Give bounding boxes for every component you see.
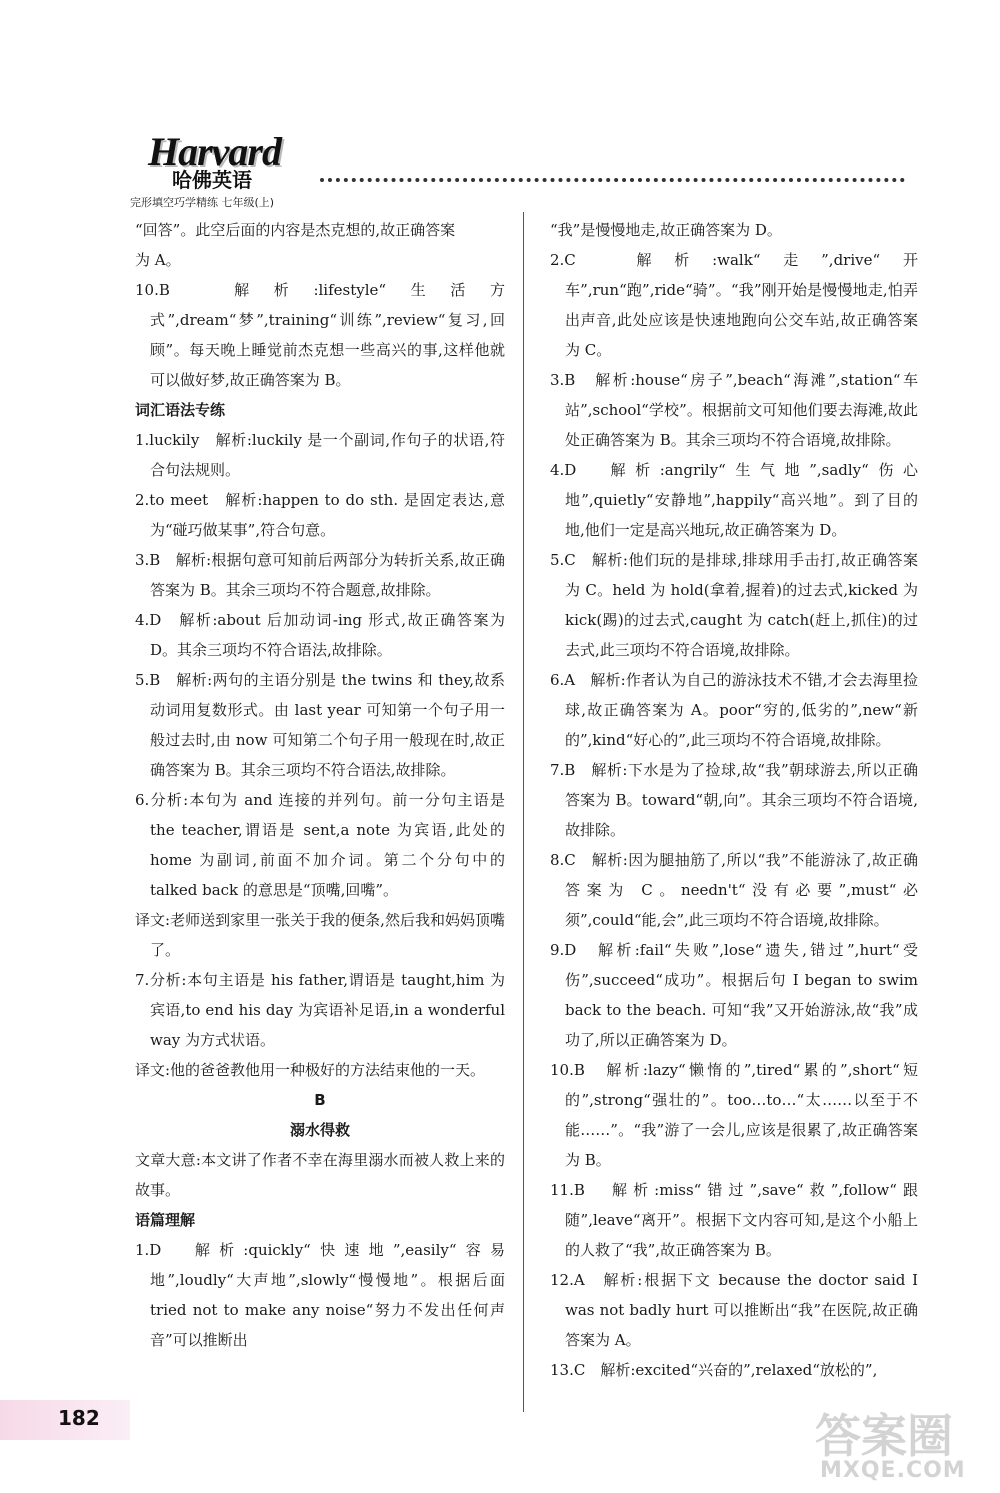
answer-paragraph: 文章大意:本文讲了作者不幸在海里溺水而被人救上来的故事。: [135, 1151, 505, 1199]
answer-paragraph: “我”是慢慢地走,故正确答案为 D。: [550, 221, 782, 239]
watermark-text: 答案圈: [815, 1409, 953, 1463]
answer-paragraph: 6.A 解析:作者认为自己的游泳技术不错,才会去海里捡球,故正确答案为 A。poor“穷的,低劣的”,new“新的”,kind“好心的”,此三项均不符合语境,故排除。: [550, 671, 918, 749]
answer-paragraph: 7.B 解析:下水是为了捡球,故“我”朝球游去,所以正确答案为 B。toward“朝,向”。其余三项均不符合语境,故排除。: [550, 761, 918, 839]
section-heading: 语篇理解: [135, 1211, 196, 1229]
answer-paragraph: 4.D 解析:angrily“生气地”,sadly“伤心地”,quietly“安静地”,happily“高兴地”。到了目的地,他们一定是高兴地玩,故正确答案为 D。: [550, 461, 918, 539]
column-divider: [523, 212, 524, 1412]
answer-paragraph: 1.D 解析:quickly“快速地”,easily“容易地”,loudly“大声地”,slowly“慢慢地”。根据后面 tried not to make any noise“努力不发出任何声音”可以推断出: [135, 1241, 505, 1349]
answer-paragraph: 12.A 解析:根据下文 because the doctor said I was not badly hurt 可以推断出“我”在医院,故正确答案为 A。: [550, 1271, 918, 1349]
answer-paragraph: 3.B 解析:根据句意可知前后两部分为转折关系,故正确答案为 B。其余三项均不符合题意,故排除。: [135, 551, 505, 599]
page-number-tab: [0, 1400, 130, 1440]
answer-paragraph: 7.分析:本句主语是 his father,谓语是 taught,him 为宾语,to end his day 为宾语补足语,in a wonderful way 为方式状语。: [135, 971, 505, 1049]
header-dotted-rule: [320, 178, 905, 182]
answer-paragraph: 6.分析:本句为 and 连接的并列句。前一分句主语是 the teacher,谓语是 sent,a note 为宾语,此处的 home 为副词,前面不加介词。第二个分句中的 talked back 的意思是“顶嘴,回嘴”。: [135, 791, 505, 899]
answer-paragraph: 为 A。: [135, 251, 181, 269]
section-heading: 词汇语法专练: [135, 401, 226, 419]
answer-paragraph: 5.B 解析:两句的主语分别是 the twins 和 they,故系动词用复数形式。由 last year 可知第一个句子用一般过去时,由 now 可知第二个句子用一般现在时,故正确答案为 B。其余三项均不符合语法,故排除。: [135, 671, 505, 779]
answer-paragraph: 2.C 解析:walk“走”,drive“开车”,run“跑”,ride“骑”。“我”刚开始是慢慢地走,怕弄出声音,此处应该是快速地跑向公交车站,故正确答案为 C。: [550, 251, 918, 359]
right-column: [550, 215, 918, 1385]
answer-paragraph: 13.C 解析:excited“兴奋的”,relaxed“放松的”,: [550, 1361, 878, 1379]
answer-paragraph: 10.B 解析:lazy“懒惰的”,tired“累的”,short“短的”,strong“强壮的”。too…to…“太……以至于不能……”。“我”游了一会儿,应该是很累了,故正确答案为 B。: [550, 1061, 918, 1169]
answer-paragraph: 11.B 解析:miss“错过”,save“救”,follow“跟随”,leave“离开”。根据下文内容可知,是这个小船上的人救了“我”,故正确答案为 B。: [550, 1181, 918, 1259]
brand-logo-cn: 哈佛英语: [172, 168, 252, 192]
book-subtitle: 完形填空巧学精练 七年级(上): [130, 196, 275, 209]
left-column: [135, 215, 505, 1355]
answer-paragraph: 2.to meet 解析:happen to do sth. 是固定表达,意为“碰巧做某事”,符合句意。: [135, 491, 505, 539]
answer-paragraph: 8.C 解析:因为腿抽筋了,所以“我”不能游泳了,故正确答案为 C。needn't“没有必要”,must“必须”,could“能,会”,此三项均不符合语境,故排除。: [550, 851, 918, 929]
answer-paragraph: 译文:他的爸爸教他用一种极好的方法结束他的一天。: [135, 1061, 486, 1079]
answer-paragraph: “回答”。此空后面的内容是杰克想的,故正确答案: [135, 221, 456, 239]
brand-logo-en: Harvard: [148, 129, 281, 174]
watermark-url: MXQE.COM: [820, 1458, 966, 1483]
page-number: 182: [58, 1406, 100, 1430]
answer-paragraph: 5.C 解析:他们玩的是排球,排球用手击打,故正确答案为 C。held 为 hold(拿着,握着)的过去式,kicked 为 kick(踢)的过去式,caught 为 catch(赶上,抓住)的过去式,此三项均不符合语境,故排除。: [550, 551, 918, 659]
answer-paragraph: 译文:老师送到家里一张关于我的便条,然后我和妈妈顶嘴了。: [135, 911, 505, 959]
answer-paragraph: 3.B 解析:house“房子”,beach“海滩”,station“车站”,school“学校”。根据前文可知他们要去海滩,故此处正确答案为 B。其余三项均不符合语境,故排除。: [550, 371, 918, 449]
answer-paragraph: 9.D 解析:fail“失败”,lose“遗失,错过”,hurt“受伤”,succeed“成功”。根据后句 I began to swim back to the beach. 可知“我”又开始游泳,故“我”成功了,所以正确答案为 D。: [550, 941, 918, 1049]
passage-title: B: [314, 1091, 326, 1109]
watermark-logo: [800, 1400, 995, 1490]
answer-paragraph: 1.luckily 解析:luckily 是一个副词,作句子的状语,符合句法规则。: [135, 431, 505, 479]
page-header: [130, 118, 930, 208]
answer-paragraph: 10.B 解析:lifestyle“生活方式”,dream“梦”,training“训练”,review“复习,回顾”。每天晚上睡觉前杰克想一些高兴的事,这样他就可以做好梦,故正确答案为 B。: [135, 281, 505, 389]
answer-paragraph: 4.D 解析:about 后加动词-ing 形式,故正确答案为 D。其余三项均不符合语法,故排除。: [135, 611, 505, 659]
passage-title: 溺水得救: [289, 1121, 350, 1139]
